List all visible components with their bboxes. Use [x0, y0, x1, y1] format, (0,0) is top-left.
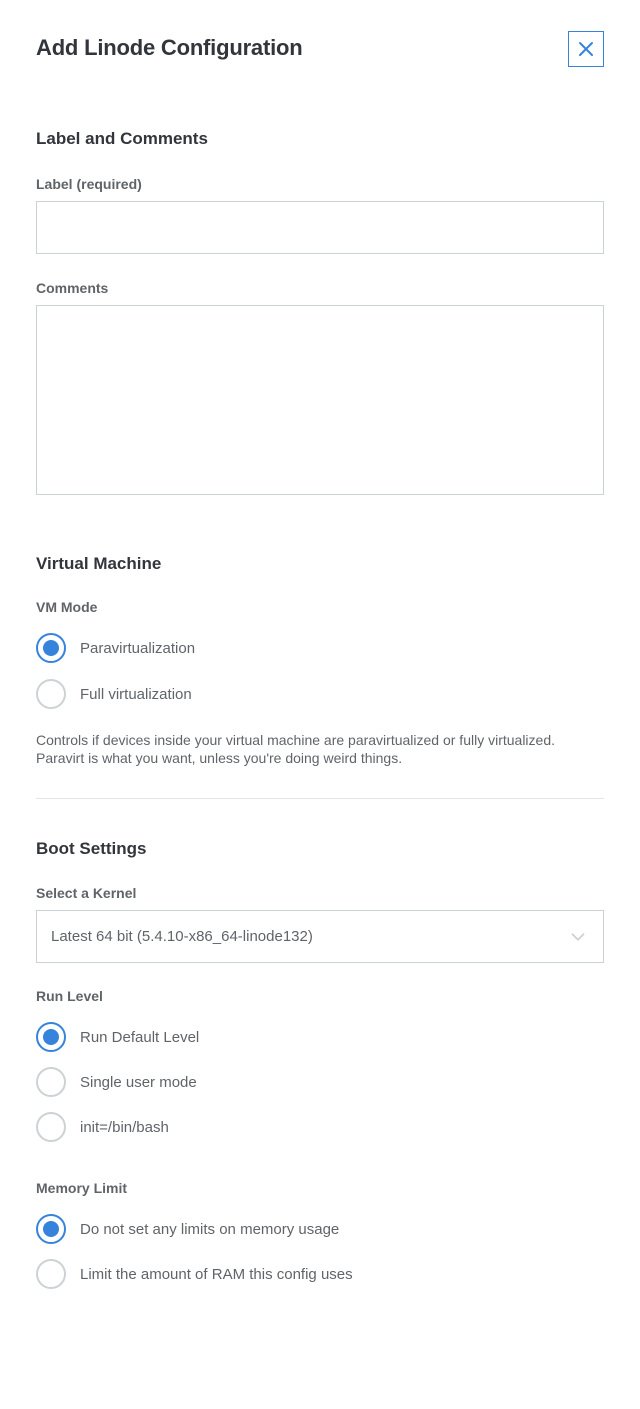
radio-label-no-memory-limit[interactable]: Do not set any limits on memory usage: [80, 1220, 340, 1238]
close-button[interactable]: [568, 31, 604, 67]
kernel-label: Select a Kernel: [36, 885, 137, 901]
radio-label-single-user-mode[interactable]: Single user mode: [80, 1073, 197, 1091]
radio-option-single-user-mode[interactable]: [36, 1065, 604, 1099]
boot-settings-section: [36, 839, 604, 1291]
virtual-machine-heading: Virtual Machine: [36, 554, 162, 573]
radio-icon-run-default-level[interactable]: [36, 1022, 66, 1052]
radio-icon-single-user-mode[interactable]: [36, 1067, 66, 1097]
radio-label-run-default-level[interactable]: Run Default Level: [80, 1028, 200, 1046]
radio-icon-paravirtualization[interactable]: [36, 633, 66, 663]
radio-label-full-virtualization[interactable]: Full virtualization: [80, 685, 192, 703]
vm-mode-helper-text: Controls if devices inside your virtual machine are paravirtualized or fully virtualized. Paravirt is what you want, unless you're doing weird things.: [36, 732, 556, 766]
kernel-select[interactable]: [36, 910, 604, 963]
label-and-comments-heading: Label and Comments: [36, 129, 208, 148]
radio-icon-full-virtualization[interactable]: [36, 679, 66, 709]
run-level-label: Run Level: [36, 988, 103, 1004]
radio-icon-no-memory-limit[interactable]: [36, 1214, 66, 1244]
comments-field-label: Comments: [36, 280, 109, 296]
vm-mode-group: [36, 599, 604, 767]
comments-textarea[interactable]: [36, 305, 604, 495]
page-title: Add Linode Configuration: [36, 35, 303, 60]
chevron-down-icon[interactable]: [567, 926, 589, 948]
virtual-machine-section: [36, 554, 604, 767]
radio-icon-limit-ram[interactable]: [36, 1259, 66, 1289]
drawer-header: [36, 0, 604, 67]
radio-option-limit-ram[interactable]: [36, 1257, 604, 1291]
label-field-group: [36, 176, 604, 254]
radio-label-init-bin-bash[interactable]: init=/bin/bash: [80, 1118, 169, 1136]
radio-icon-init-bin-bash[interactable]: [36, 1112, 66, 1142]
comments-field-group: [36, 280, 604, 495]
memory-limit-group: [36, 1180, 604, 1291]
divider: [36, 798, 604, 799]
radio-option-full-virtualization[interactable]: [36, 677, 604, 711]
radio-label-limit-ram[interactable]: Limit the amount of RAM this config uses: [80, 1265, 353, 1283]
radio-option-paravirtualization[interactable]: [36, 631, 604, 665]
close-icon: [576, 39, 596, 59]
label-input[interactable]: [36, 201, 604, 254]
label-field-label: Label (required): [36, 176, 142, 192]
label-and-comments-section: [36, 129, 604, 495]
memory-limit-label: Memory Limit: [36, 1180, 128, 1196]
vm-mode-label: VM Mode: [36, 599, 98, 615]
kernel-select-value: Latest 64 bit (5.4.10-x86_64-linode132): [51, 928, 313, 945]
radio-option-init-bin-bash[interactable]: [36, 1110, 604, 1144]
radio-option-no-memory-limit[interactable]: [36, 1212, 604, 1246]
run-level-group: [36, 988, 604, 1144]
boot-settings-heading: Boot Settings: [36, 839, 147, 858]
radio-option-run-default-level[interactable]: [36, 1020, 604, 1054]
radio-label-paravirtualization[interactable]: Paravirtualization: [80, 639, 196, 657]
kernel-field-group: [36, 885, 604, 963]
